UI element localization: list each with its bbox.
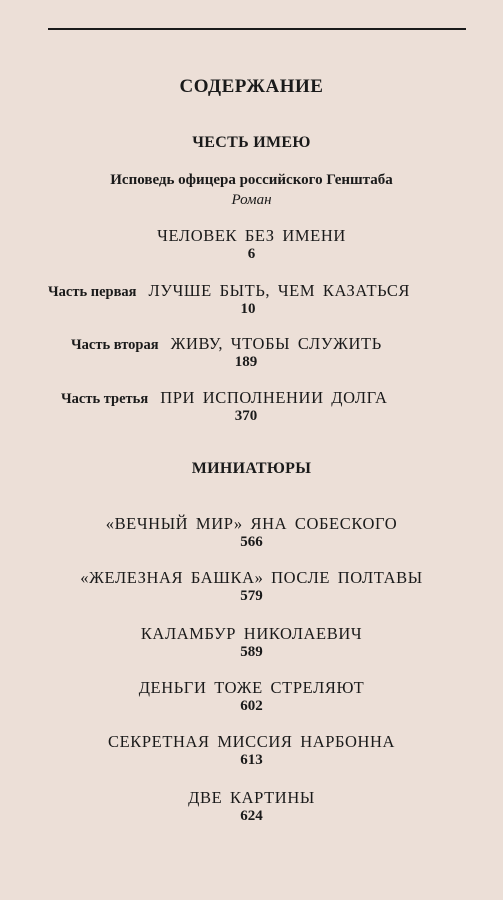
miniature-entry [0,568,503,605]
book-title: ЧЕЛОВЕК БЕЗ ИМЕНИ [157,226,346,245]
miniature-entry [0,624,503,661]
novel-subtitle: Исповедь офицера российского Генштаба [110,172,393,188]
miniature-page-number: 579 [240,588,263,604]
part-title: ЖИВУ, ЧТОБЫ СЛУЖИТЬ [170,334,382,353]
part-page-number: 10 [240,301,256,317]
miniature-entry [0,678,503,715]
miniature-title: СЕКРЕТНАЯ МИССИЯ НАРБОННА [107,732,396,751]
miniature-title: «ЖЕЛЕЗНАЯ БАШКА» ПОСЛЕ ПОЛТАВЫ [80,568,423,587]
miniature-page-number: 566 [240,534,263,550]
top-rule [48,28,466,30]
part-page-number: 189 [234,354,258,370]
miniature-page-number: 613 [240,752,263,768]
miniature-title: КАЛАМБУР НИКОЛАЕВИЧ [140,624,363,643]
novel-title: ЧЕСТЬ ИМЕЮ [192,134,311,151]
part-label: Часть третья [61,391,149,407]
miniature-page-number: 589 [240,644,263,660]
part-title: ПРИ ИСПОЛНЕНИИ ДОЛГА [160,388,388,407]
miniature-page-number: 602 [240,698,263,714]
miniature-entry [0,788,503,825]
miniature-entry [0,514,503,551]
miniature-page-number: 624 [240,808,263,824]
contents-heading: СОДЕРЖАНИЕ [179,76,324,97]
part-label: Часть вторая [71,337,159,353]
miniatures-title: МИНИАТЮРЫ [191,460,312,477]
part-title: ЛУЧШЕ БЫТЬ, ЧЕМ КАЗАТЬСЯ [148,281,411,300]
miniature-entry [0,732,503,769]
miniature-title: ДЕНЬГИ ТОЖЕ СТРЕЛЯЮТ [138,678,365,697]
book-page-number: 6 [247,246,256,262]
part-page-number: 370 [234,408,258,424]
book-entry [0,226,503,263]
miniature-title: ДВЕ КАРТИНЫ [188,788,315,807]
miniature-title: «ВЕЧНЫЙ МИР» ЯНА СОБЕСКОГО [105,514,398,533]
part-label: Часть первая [48,284,137,300]
novel-genre: Роман [231,192,272,208]
